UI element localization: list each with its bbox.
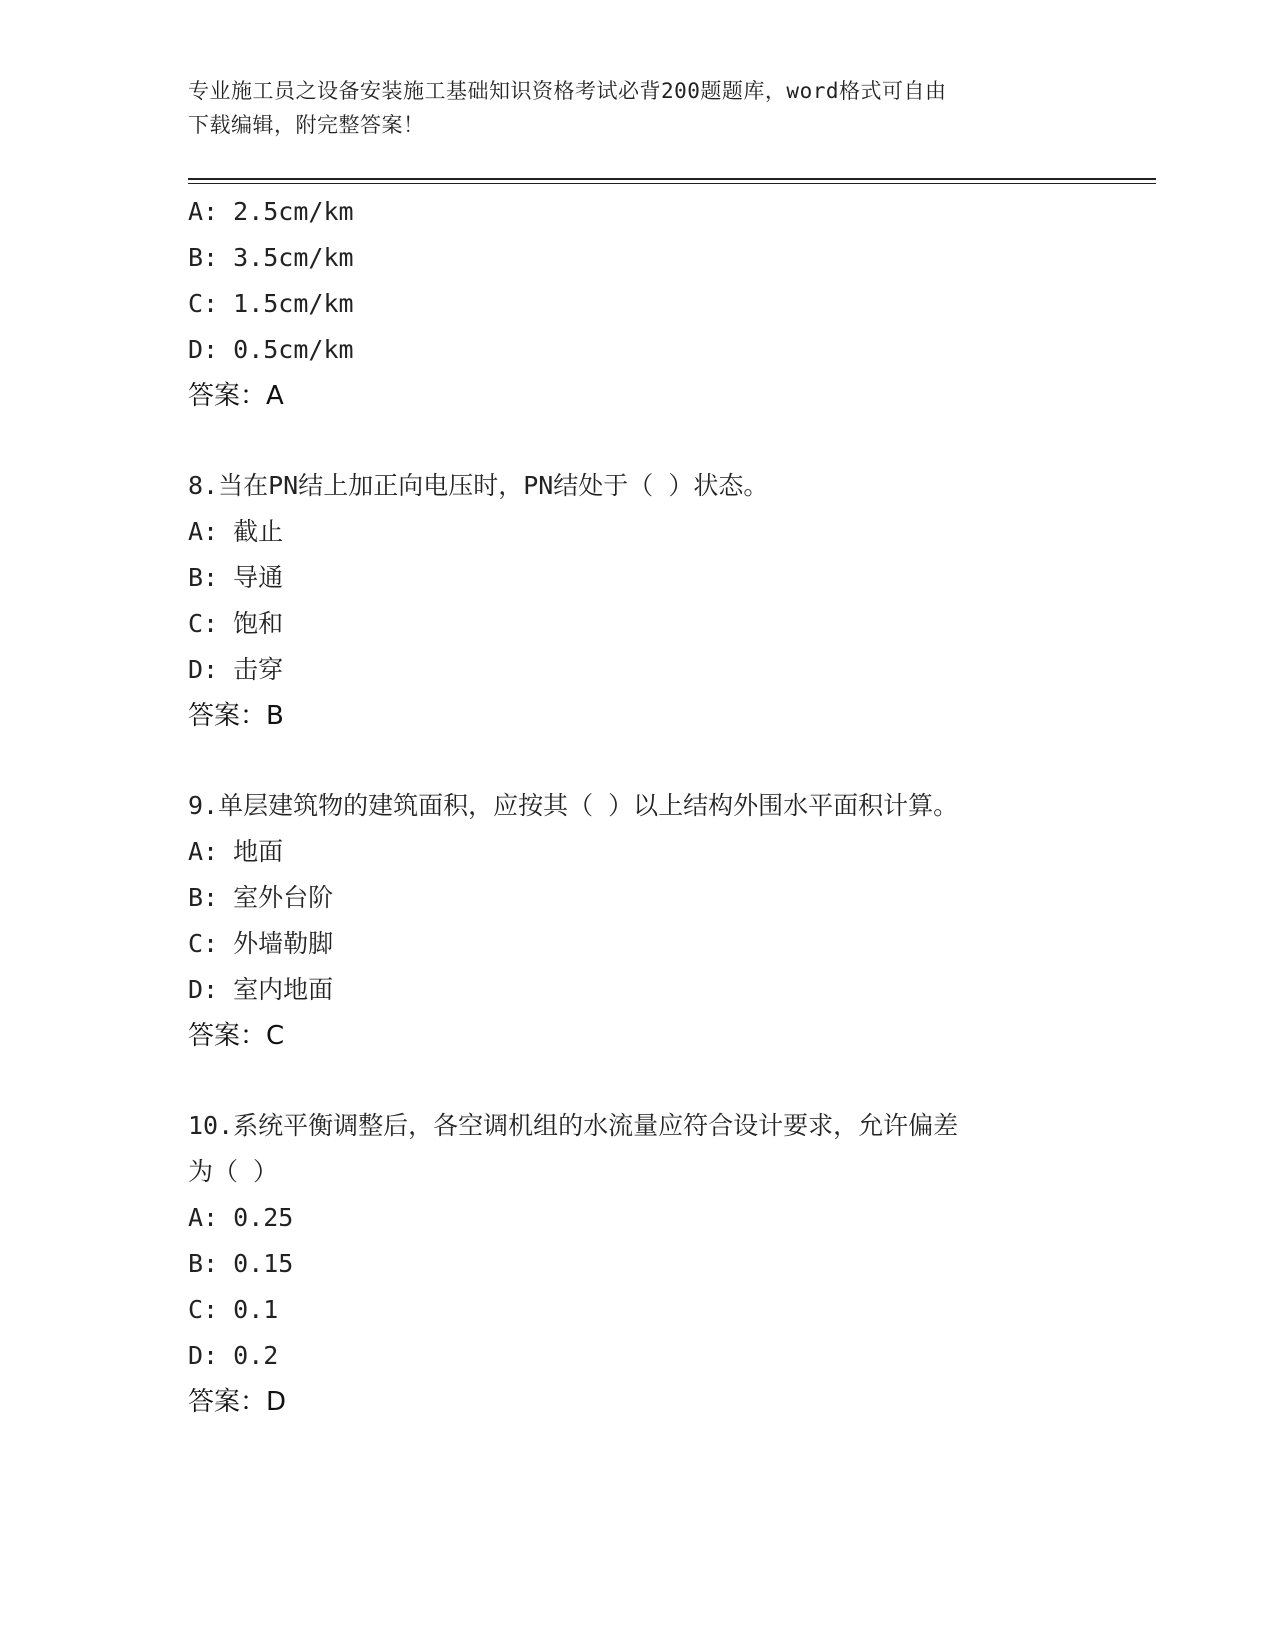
question-gap [188,739,1156,783]
question-8 [188,463,1156,739]
question-gap [188,1059,1156,1103]
option-d: D: 0.5cm/km [188,335,354,364]
option-b: B: 导通 [188,563,284,592]
question-10 [188,1103,1156,1425]
header-rule-thin [188,183,1156,184]
option-a: A: 2.5cm/km [188,197,354,226]
question-list [188,189,1156,1425]
option-c: C: 饱和 [188,609,284,638]
option-d: D: 击穿 [188,655,284,684]
option-b: B: 3.5cm/km [188,243,354,272]
option-a: A: 0.25 [188,1203,294,1232]
answer-line: 答案：C [188,1021,285,1051]
header-line-2: 下载编辑，附完整答案！ [188,113,425,137]
option-b: B: 0.15 [188,1249,294,1278]
question-stem-line-1: 10.系统平衡调整后，各空调机组的水流量应符合设计要求，允许偏差 [188,1111,959,1140]
header-rule-thick [188,178,1156,180]
question-stem: 8.当在PN结上加正向电压时，PN结处于（ ）状态。 [188,471,769,500]
option-a: A: 截止 [188,517,284,546]
answer-line: 答案：D [188,1387,287,1417]
option-b: B: 室外台阶 [188,883,334,912]
option-d: D: 室内地面 [188,975,334,1004]
answer-line: 答案：B [188,701,284,731]
question-9 [188,783,1156,1059]
answer-line: 答案：A [188,381,284,411]
question-stem: 9.单层建筑物的建筑面积，应按其（ ）以上结构外围水平面积计算。 [188,791,959,820]
question-7 [188,189,1156,419]
question-gap [188,419,1156,463]
option-d: D: 0.2 [188,1341,279,1370]
header-line-1: 专业施工员之设备安装施工基础知识资格考试必背200题题库，word格式可自由 [188,79,947,103]
document-header [188,74,1088,142]
option-c: C: 1.5cm/km [188,289,354,318]
option-a: A: 地面 [188,837,284,866]
question-stem-line-2: 为（ ） [188,1157,279,1186]
option-c: C: 外墙勒脚 [188,929,334,958]
option-c: C: 0.1 [188,1295,279,1324]
